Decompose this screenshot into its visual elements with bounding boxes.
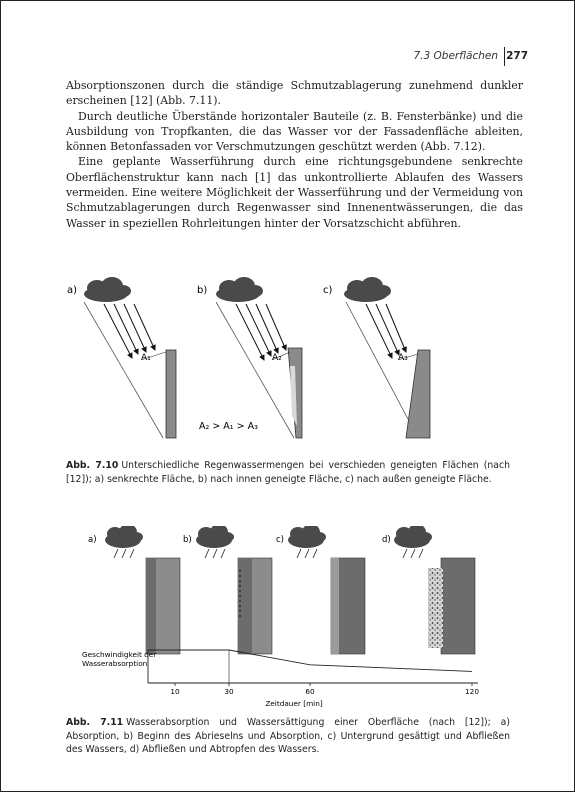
figure-7-11-drawing	[66, 526, 510, 712]
panel-label: d)	[382, 535, 391, 545]
rain-arrow	[376, 304, 399, 355]
x-tick-label: 60	[305, 687, 315, 696]
runoff-zone	[331, 558, 339, 654]
cloud-icon	[216, 277, 263, 302]
projection-line	[84, 302, 163, 438]
running-header	[390, 47, 528, 67]
wall	[441, 558, 475, 654]
header-divider	[504, 47, 505, 66]
section-title: 7.3 Oberflächen	[413, 50, 498, 62]
panel-b	[183, 526, 272, 654]
panel-a	[88, 526, 180, 654]
cloud-icon	[344, 277, 391, 302]
body-text	[66, 78, 523, 231]
panel-label: b)	[197, 285, 208, 296]
wall	[406, 350, 430, 438]
rain-arrow	[134, 304, 155, 350]
panel-label: a)	[88, 535, 97, 545]
figure-7-11	[66, 526, 510, 712]
cloud-icon	[394, 526, 432, 548]
cloud-icon	[84, 277, 131, 302]
caption-number: Abb. 7.10	[66, 460, 119, 471]
rain-arrow	[124, 304, 146, 352]
panel-label: a)	[67, 285, 78, 296]
projection-line	[346, 302, 418, 438]
x-tick-label: 120	[465, 687, 479, 696]
absorption-chart	[82, 650, 479, 708]
wall	[166, 350, 176, 438]
rain-arrow	[266, 304, 286, 350]
absorption-rate-line	[148, 650, 472, 671]
figure-7-10-drawing	[66, 276, 510, 456]
panel-b	[197, 277, 302, 438]
cloud-icon	[196, 526, 234, 548]
page-number: 277	[506, 50, 528, 62]
rain-arrow	[256, 304, 278, 353]
caption-text: Unterschiedliche Regenwassermengen bei verschieden geneigten Flächen (nach [12]); a) senkrechte Fläche, b) nach innen geneigte Fläche, c) nach außen geneigte Fläche.	[66, 460, 511, 485]
x-ticks	[170, 650, 479, 696]
panel-c	[276, 526, 365, 654]
paragraph: Durch deutliche Überstände horizontaler Bauteile (z. B. Fensterbänke) und die Ausbildung von Tropfkanten, die das Wasser vor der Fassadenfläche ableiten, können Betonfassaden vor Verschmutzungen geschützt werden (Abb. 7.12).	[66, 109, 523, 154]
x-axis-label: Zeitdauer [min]	[265, 699, 323, 708]
panel-label: c)	[323, 285, 333, 296]
cloud-icon	[105, 526, 143, 548]
caption-text: Wasserabsorption und Wassersättigung einer Oberfläche (nach [12]); a) Absorption, b) Beginn des Abrieselns und Absorption, c) Untergrund gesättigt und Abfließen des Wassers, d) Abfließen und Abtropfen des Wassers.	[66, 717, 510, 756]
caption-7-11	[66, 716, 510, 757]
rain-arrow	[386, 304, 406, 352]
paragraph: Eine geplante Wasserführung durch eine richtungsgebundene senkrechte Oberflächenstruktur kann nach [1] das unkontrollierte Ablaufen des Wassers vermeiden. Eine weitere Möglichkeit der Wasserführung und der Vermeidung von Schmutzablagerungen durch Regenwasser sind Innenentwässerungen, die das Wasser in speziellen Rohrleitungen hinter der Vorsatzschicht abführen.	[66, 155, 523, 230]
y-axis-label: Geschwindigkeit der	[82, 650, 157, 659]
area-label: A₃	[398, 353, 408, 363]
cloud-icon	[288, 526, 326, 548]
panel-c	[323, 277, 430, 438]
caption-number: Abb. 7.11	[66, 717, 124, 728]
panel-label: b)	[183, 535, 192, 545]
x-tick-label: 30	[224, 687, 234, 696]
absorption-zone	[146, 558, 156, 654]
panel-label: c)	[276, 535, 284, 545]
figure-7-10	[66, 276, 510, 456]
panel-a	[67, 277, 176, 438]
area-label: A₁	[141, 353, 151, 363]
paragraph: Absorptionszonen durch die ständige Schmutzablagerung zunehmend dunkler erscheinen [12] (Abb. 7.11).	[66, 79, 523, 108]
area-label: A₂	[272, 353, 282, 363]
dripping-water	[428, 568, 443, 648]
x-tick-label: 10	[170, 687, 180, 696]
y-axis-label: Wasserabsorption	[82, 659, 148, 668]
area-relation: A₂ > A₁ > A₃	[199, 421, 258, 432]
caption-7-10	[66, 459, 510, 486]
panel-d	[382, 526, 475, 654]
